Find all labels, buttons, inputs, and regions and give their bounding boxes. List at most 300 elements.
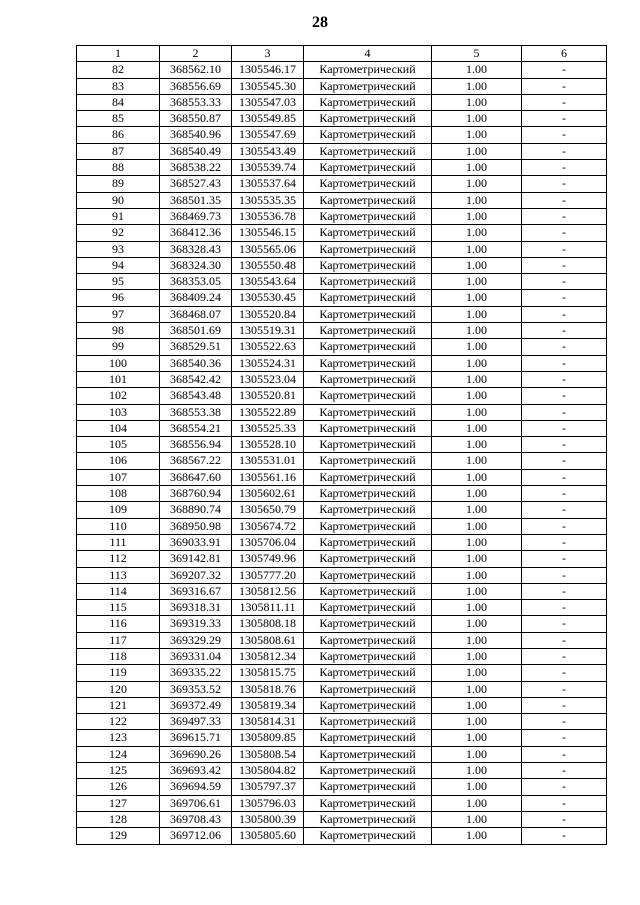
point-number-cell: 109: [77, 502, 160, 518]
method-cell: Картометрический: [304, 811, 432, 827]
method-cell: Картометрический: [304, 534, 432, 550]
description-cell: -: [522, 811, 607, 827]
method-cell: Картометрический: [304, 257, 432, 273]
y-coordinate-cell: 1305797.37: [232, 779, 304, 795]
table-row: [77, 420, 607, 436]
accuracy-cell: 1.00: [432, 323, 522, 339]
accuracy-cell: 1.00: [432, 486, 522, 502]
accuracy-cell: 1.00: [432, 355, 522, 371]
point-number-cell: 91: [77, 208, 160, 224]
y-coordinate-cell: 1305549.85: [232, 111, 304, 127]
accuracy-cell: 1.00: [432, 828, 522, 844]
y-coordinate-cell: 1305706.04: [232, 534, 304, 550]
y-coordinate-cell: 1305812.56: [232, 583, 304, 599]
accuracy-cell: 1.00: [432, 681, 522, 697]
method-cell: Картометрический: [304, 111, 432, 127]
y-coordinate-cell: 1305561.16: [232, 469, 304, 485]
table-row: [77, 779, 607, 795]
y-coordinate-cell: 1305749.96: [232, 551, 304, 567]
column-header-1: 1: [77, 46, 160, 62]
method-cell: Картометрический: [304, 143, 432, 159]
point-number-cell: 89: [77, 176, 160, 192]
y-coordinate-cell: 1305543.64: [232, 274, 304, 290]
description-cell: -: [522, 551, 607, 567]
table-row: [77, 665, 607, 681]
description-cell: -: [522, 127, 607, 143]
x-coordinate-cell: 369329.29: [160, 632, 232, 648]
x-coordinate-cell: 368469.73: [160, 208, 232, 224]
method-cell: Картометрический: [304, 225, 432, 241]
method-cell: Картометрический: [304, 453, 432, 469]
x-coordinate-cell: 368527.43: [160, 176, 232, 192]
point-number-cell: 88: [77, 160, 160, 176]
method-cell: Картометрический: [304, 176, 432, 192]
table-row: [77, 127, 607, 143]
table-row: [77, 241, 607, 257]
x-coordinate-cell: 368950.98: [160, 518, 232, 534]
accuracy-cell: 1.00: [432, 404, 522, 420]
y-coordinate-cell: 1305550.48: [232, 257, 304, 273]
point-number-cell: 82: [77, 62, 160, 78]
accuracy-cell: 1.00: [432, 632, 522, 648]
point-number-cell: 114: [77, 583, 160, 599]
x-coordinate-cell: 368550.87: [160, 111, 232, 127]
x-coordinate-cell: 368647.60: [160, 469, 232, 485]
method-cell: Картометрический: [304, 274, 432, 290]
accuracy-cell: 1.00: [432, 779, 522, 795]
table-row: [77, 469, 607, 485]
accuracy-cell: 1.00: [432, 551, 522, 567]
table-row: [77, 811, 607, 827]
coordinates-table: [76, 45, 607, 845]
x-coordinate-cell: 368540.49: [160, 143, 232, 159]
point-number-cell: 94: [77, 257, 160, 273]
description-cell: -: [522, 486, 607, 502]
accuracy-cell: 1.00: [432, 274, 522, 290]
header-row: [77, 46, 607, 62]
description-cell: -: [522, 534, 607, 550]
description-cell: -: [522, 697, 607, 713]
point-number-cell: 90: [77, 192, 160, 208]
column-header-4: 4: [304, 46, 432, 62]
accuracy-cell: 1.00: [432, 665, 522, 681]
table-row: [77, 681, 607, 697]
method-cell: Картометрический: [304, 746, 432, 762]
x-coordinate-cell: 368501.69: [160, 323, 232, 339]
page-number: 28: [312, 14, 328, 31]
method-cell: Картометрический: [304, 616, 432, 632]
accuracy-cell: 1.00: [432, 208, 522, 224]
accuracy-cell: 1.00: [432, 371, 522, 387]
x-coordinate-cell: 368412.36: [160, 225, 232, 241]
table-row: [77, 502, 607, 518]
description-cell: -: [522, 290, 607, 306]
accuracy-cell: 1.00: [432, 94, 522, 110]
table-row: [77, 828, 607, 844]
method-cell: Картометрический: [304, 632, 432, 648]
description-cell: -: [522, 192, 607, 208]
accuracy-cell: 1.00: [432, 420, 522, 436]
x-coordinate-cell: 369615.71: [160, 730, 232, 746]
description-cell: -: [522, 355, 607, 371]
point-number-cell: 98: [77, 323, 160, 339]
point-number-cell: 106: [77, 453, 160, 469]
method-cell: Картометрический: [304, 127, 432, 143]
accuracy-cell: 1.00: [432, 746, 522, 762]
y-coordinate-cell: 1305796.03: [232, 795, 304, 811]
y-coordinate-cell: 1305537.64: [232, 176, 304, 192]
x-coordinate-cell: 369318.31: [160, 600, 232, 616]
table-row: [77, 404, 607, 420]
table-row: [77, 143, 607, 159]
table-row: [77, 600, 607, 616]
description-cell: -: [522, 404, 607, 420]
x-coordinate-cell: 368543.48: [160, 388, 232, 404]
method-cell: Картометрический: [304, 241, 432, 257]
method-cell: Картометрический: [304, 388, 432, 404]
accuracy-cell: 1.00: [432, 600, 522, 616]
description-cell: -: [522, 681, 607, 697]
method-cell: Картометрический: [304, 323, 432, 339]
y-coordinate-cell: 1305536.78: [232, 208, 304, 224]
x-coordinate-cell: 369335.22: [160, 665, 232, 681]
x-coordinate-cell: 368553.33: [160, 94, 232, 110]
accuracy-cell: 1.00: [432, 437, 522, 453]
y-coordinate-cell: 1305546.15: [232, 225, 304, 241]
method-cell: Картометрический: [304, 600, 432, 616]
table-row: [77, 111, 607, 127]
method-cell: Картометрический: [304, 795, 432, 811]
point-number-cell: 97: [77, 306, 160, 322]
method-cell: Картометрический: [304, 355, 432, 371]
method-cell: Картометрический: [304, 160, 432, 176]
x-coordinate-cell: 368760.94: [160, 486, 232, 502]
point-number-cell: 112: [77, 551, 160, 567]
description-cell: -: [522, 583, 607, 599]
x-coordinate-cell: 368567.22: [160, 453, 232, 469]
x-coordinate-cell: 369331.04: [160, 648, 232, 664]
y-coordinate-cell: 1305819.34: [232, 697, 304, 713]
table-row: [77, 616, 607, 632]
accuracy-cell: 1.00: [432, 763, 522, 779]
method-cell: Картометрический: [304, 404, 432, 420]
y-coordinate-cell: 1305546.17: [232, 62, 304, 78]
point-number-cell: 102: [77, 388, 160, 404]
y-coordinate-cell: 1305520.84: [232, 306, 304, 322]
x-coordinate-cell: 369372.49: [160, 697, 232, 713]
x-coordinate-cell: 369693.42: [160, 763, 232, 779]
method-cell: Картометрический: [304, 339, 432, 355]
x-coordinate-cell: 368556.94: [160, 437, 232, 453]
point-number-cell: 123: [77, 730, 160, 746]
method-cell: Картометрический: [304, 763, 432, 779]
table-row: [77, 290, 607, 306]
table-row: [77, 176, 607, 192]
y-coordinate-cell: 1305535.35: [232, 192, 304, 208]
description-cell: -: [522, 143, 607, 159]
description-cell: -: [522, 714, 607, 730]
y-coordinate-cell: 1305818.76: [232, 681, 304, 697]
point-number-cell: 110: [77, 518, 160, 534]
y-coordinate-cell: 1305602.61: [232, 486, 304, 502]
method-cell: Картометрический: [304, 779, 432, 795]
point-number-cell: 115: [77, 600, 160, 616]
x-coordinate-cell: 368501.35: [160, 192, 232, 208]
point-number-cell: 84: [77, 94, 160, 110]
accuracy-cell: 1.00: [432, 306, 522, 322]
point-number-cell: 120: [77, 681, 160, 697]
accuracy-cell: 1.00: [432, 534, 522, 550]
y-coordinate-cell: 1305522.63: [232, 339, 304, 355]
x-coordinate-cell: 368324.30: [160, 257, 232, 273]
x-coordinate-cell: 368540.36: [160, 355, 232, 371]
point-number-cell: 121: [77, 697, 160, 713]
method-cell: Картометрический: [304, 665, 432, 681]
table-row: [77, 632, 607, 648]
y-coordinate-cell: 1305525.33: [232, 420, 304, 436]
y-coordinate-cell: 1305528.10: [232, 437, 304, 453]
method-cell: Картометрический: [304, 681, 432, 697]
accuracy-cell: 1.00: [432, 795, 522, 811]
table-row: [77, 486, 607, 502]
y-coordinate-cell: 1305674.72: [232, 518, 304, 534]
table-row: [77, 323, 607, 339]
description-cell: -: [522, 567, 607, 583]
point-number-cell: 128: [77, 811, 160, 827]
accuracy-cell: 1.00: [432, 127, 522, 143]
x-coordinate-cell: 368562.10: [160, 62, 232, 78]
x-coordinate-cell: 369708.43: [160, 811, 232, 827]
x-coordinate-cell: 369706.61: [160, 795, 232, 811]
description-cell: -: [522, 469, 607, 485]
y-coordinate-cell: 1305808.61: [232, 632, 304, 648]
description-cell: -: [522, 763, 607, 779]
table-row: [77, 371, 607, 387]
y-coordinate-cell: 1305815.75: [232, 665, 304, 681]
point-number-cell: 116: [77, 616, 160, 632]
table-row: [77, 94, 607, 110]
x-coordinate-cell: 368468.07: [160, 306, 232, 322]
y-coordinate-cell: 1305545.30: [232, 78, 304, 94]
description-cell: -: [522, 453, 607, 469]
method-cell: Картометрический: [304, 78, 432, 94]
x-coordinate-cell: 369712.06: [160, 828, 232, 844]
accuracy-cell: 1.00: [432, 388, 522, 404]
y-coordinate-cell: 1305531.01: [232, 453, 304, 469]
y-coordinate-cell: 1305650.79: [232, 502, 304, 518]
table-row: [77, 551, 607, 567]
point-number-cell: 86: [77, 127, 160, 143]
point-number-cell: 117: [77, 632, 160, 648]
description-cell: -: [522, 648, 607, 664]
table-row: [77, 192, 607, 208]
description-cell: -: [522, 160, 607, 176]
accuracy-cell: 1.00: [432, 469, 522, 485]
column-header-2: 2: [160, 46, 232, 62]
table-row: [77, 208, 607, 224]
accuracy-cell: 1.00: [432, 143, 522, 159]
point-number-cell: 118: [77, 648, 160, 664]
table-row: [77, 257, 607, 273]
point-number-cell: 100: [77, 355, 160, 371]
y-coordinate-cell: 1305808.18: [232, 616, 304, 632]
method-cell: Картометрический: [304, 730, 432, 746]
accuracy-cell: 1.00: [432, 697, 522, 713]
description-cell: -: [522, 746, 607, 762]
point-number-cell: 103: [77, 404, 160, 420]
table-row: [77, 355, 607, 371]
table-row: [77, 730, 607, 746]
y-coordinate-cell: 1305777.20: [232, 567, 304, 583]
point-number-cell: 122: [77, 714, 160, 730]
x-coordinate-cell: 368556.69: [160, 78, 232, 94]
method-cell: Картометрический: [304, 290, 432, 306]
accuracy-cell: 1.00: [432, 648, 522, 664]
table-row: [77, 518, 607, 534]
table-row: [77, 567, 607, 583]
description-cell: -: [522, 208, 607, 224]
point-number-cell: 93: [77, 241, 160, 257]
y-coordinate-cell: 1305519.31: [232, 323, 304, 339]
description-cell: -: [522, 323, 607, 339]
accuracy-cell: 1.00: [432, 714, 522, 730]
y-coordinate-cell: 1305805.60: [232, 828, 304, 844]
point-number-cell: 126: [77, 779, 160, 795]
description-cell: -: [522, 437, 607, 453]
table-header: [77, 46, 607, 62]
y-coordinate-cell: 1305522.89: [232, 404, 304, 420]
description-cell: -: [522, 665, 607, 681]
point-number-cell: 104: [77, 420, 160, 436]
column-header-6: 6: [522, 46, 607, 62]
x-coordinate-cell: 368540.96: [160, 127, 232, 143]
description-cell: -: [522, 795, 607, 811]
accuracy-cell: 1.00: [432, 111, 522, 127]
method-cell: Картометрический: [304, 697, 432, 713]
method-cell: Картометрический: [304, 469, 432, 485]
table-row: [77, 274, 607, 290]
method-cell: Картометрический: [304, 371, 432, 387]
y-coordinate-cell: 1305814.31: [232, 714, 304, 730]
description-cell: -: [522, 420, 607, 436]
accuracy-cell: 1.00: [432, 290, 522, 306]
accuracy-cell: 1.00: [432, 62, 522, 78]
x-coordinate-cell: 368409.24: [160, 290, 232, 306]
point-number-cell: 127: [77, 795, 160, 811]
accuracy-cell: 1.00: [432, 502, 522, 518]
y-coordinate-cell: 1305809.85: [232, 730, 304, 746]
table-row: [77, 714, 607, 730]
description-cell: -: [522, 616, 607, 632]
x-coordinate-cell: 369142.81: [160, 551, 232, 567]
description-cell: -: [522, 828, 607, 844]
y-coordinate-cell: 1305523.04: [232, 371, 304, 387]
x-coordinate-cell: 368542.42: [160, 371, 232, 387]
y-coordinate-cell: 1305804.82: [232, 763, 304, 779]
x-coordinate-cell: 368890.74: [160, 502, 232, 518]
accuracy-cell: 1.00: [432, 192, 522, 208]
method-cell: Картометрический: [304, 192, 432, 208]
method-cell: Картометрический: [304, 648, 432, 664]
description-cell: -: [522, 274, 607, 290]
point-number-cell: 119: [77, 665, 160, 681]
y-coordinate-cell: 1305808.54: [232, 746, 304, 762]
description-cell: -: [522, 339, 607, 355]
method-cell: Картометрический: [304, 714, 432, 730]
table-row: [77, 648, 607, 664]
description-cell: -: [522, 388, 607, 404]
accuracy-cell: 1.00: [432, 730, 522, 746]
description-cell: -: [522, 600, 607, 616]
accuracy-cell: 1.00: [432, 257, 522, 273]
point-number-cell: 101: [77, 371, 160, 387]
method-cell: Картометрический: [304, 828, 432, 844]
method-cell: Картометрический: [304, 62, 432, 78]
x-coordinate-cell: 368554.21: [160, 420, 232, 436]
x-coordinate-cell: 369690.26: [160, 746, 232, 762]
y-coordinate-cell: 1305812.34: [232, 648, 304, 664]
accuracy-cell: 1.00: [432, 518, 522, 534]
accuracy-cell: 1.00: [432, 583, 522, 599]
accuracy-cell: 1.00: [432, 176, 522, 192]
y-coordinate-cell: 1305539.74: [232, 160, 304, 176]
x-coordinate-cell: 369207.32: [160, 567, 232, 583]
description-cell: -: [522, 779, 607, 795]
point-number-cell: 107: [77, 469, 160, 485]
accuracy-cell: 1.00: [432, 241, 522, 257]
method-cell: Картометрический: [304, 94, 432, 110]
method-cell: Картометрический: [304, 567, 432, 583]
accuracy-cell: 1.00: [432, 160, 522, 176]
x-coordinate-cell: 369353.52: [160, 681, 232, 697]
description-cell: -: [522, 632, 607, 648]
description-cell: -: [522, 257, 607, 273]
table-row: [77, 795, 607, 811]
method-cell: Картометрический: [304, 551, 432, 567]
description-cell: -: [522, 225, 607, 241]
point-number-cell: 105: [77, 437, 160, 453]
x-coordinate-cell: 368353.05: [160, 274, 232, 290]
accuracy-cell: 1.00: [432, 811, 522, 827]
y-coordinate-cell: 1305800.39: [232, 811, 304, 827]
accuracy-cell: 1.00: [432, 567, 522, 583]
y-coordinate-cell: 1305530.45: [232, 290, 304, 306]
table-row: [77, 225, 607, 241]
x-coordinate-cell: 369319.33: [160, 616, 232, 632]
y-coordinate-cell: 1305520.81: [232, 388, 304, 404]
description-cell: -: [522, 62, 607, 78]
x-coordinate-cell: 368328.43: [160, 241, 232, 257]
description-cell: -: [522, 502, 607, 518]
point-number-cell: 108: [77, 486, 160, 502]
description-cell: -: [522, 306, 607, 322]
description-cell: -: [522, 94, 607, 110]
description-cell: -: [522, 730, 607, 746]
column-header-5: 5: [432, 46, 522, 62]
description-cell: -: [522, 518, 607, 534]
point-number-cell: 99: [77, 339, 160, 355]
description-cell: -: [522, 176, 607, 192]
y-coordinate-cell: 1305543.49: [232, 143, 304, 159]
column-header-3: 3: [232, 46, 304, 62]
description-cell: -: [522, 371, 607, 387]
table-row: [77, 697, 607, 713]
x-coordinate-cell: 369033.91: [160, 534, 232, 550]
method-cell: Картометрический: [304, 583, 432, 599]
table-row: [77, 437, 607, 453]
x-coordinate-cell: 368538.22: [160, 160, 232, 176]
accuracy-cell: 1.00: [432, 453, 522, 469]
